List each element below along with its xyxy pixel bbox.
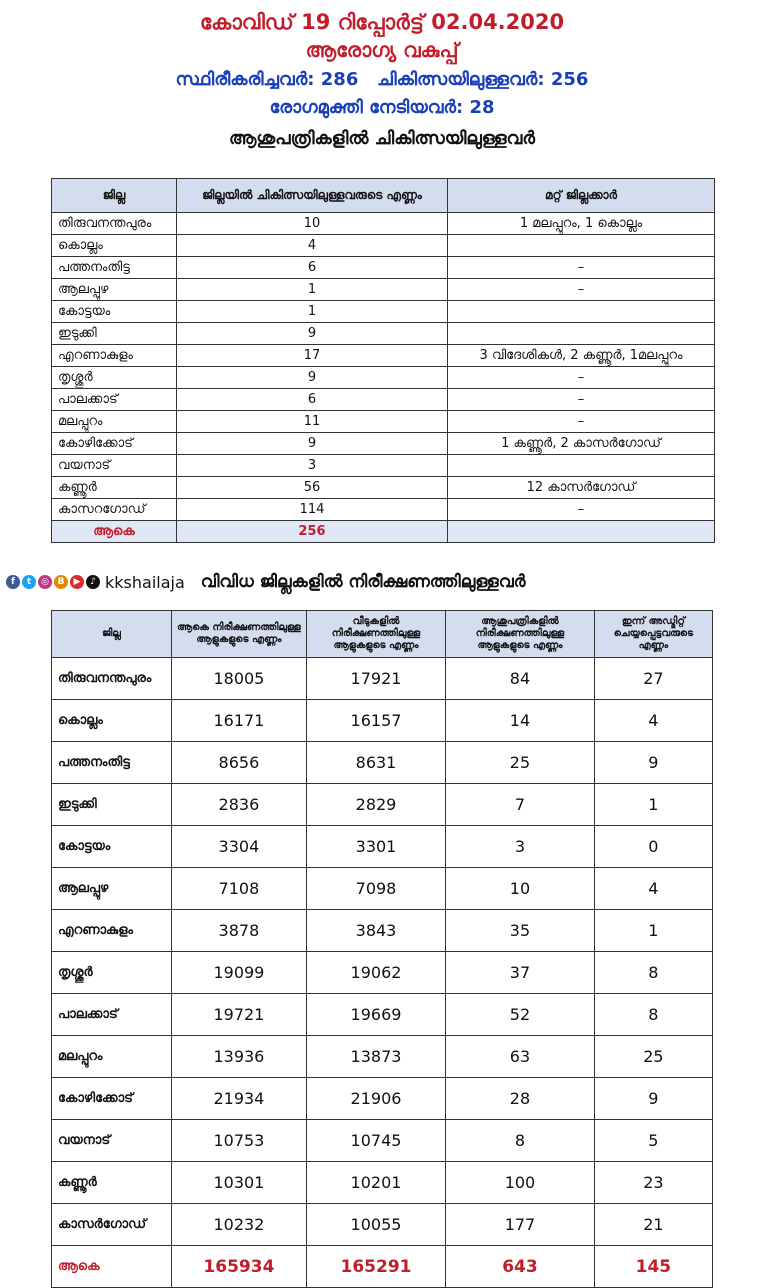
total-label: ആകെ [52, 1246, 172, 1288]
tiktok-icon: ♪ [86, 575, 100, 589]
value-cell: 10201 [306, 1162, 445, 1204]
value-cell: 4 [594, 868, 712, 910]
youtube-icon: ▶ [70, 575, 84, 589]
value-cell [448, 235, 715, 257]
value-cell: 11 [177, 411, 448, 433]
section2-title: വിവിധ ജില്ലകളിൽ നിരീക്ഷണത്തിലുള്ളവർ [200, 572, 526, 592]
value-cell: 17921 [306, 658, 445, 700]
value-cell: 56 [177, 477, 448, 499]
table-row [52, 1162, 713, 1204]
value-cell: 16157 [306, 700, 445, 742]
district-cell: മലപ്പുറം [52, 1036, 172, 1078]
value-cell: – [448, 411, 715, 433]
table-row [52, 658, 713, 700]
table-row [52, 279, 715, 301]
value-cell: 16171 [172, 700, 307, 742]
value-cell: 5 [594, 1120, 712, 1162]
recovered-count: രോഗമുക്തി നേടിയവർ: 28 [269, 97, 495, 118]
table-row [52, 1036, 713, 1078]
value-cell: 9 [177, 433, 448, 455]
value-cell: 1 മലപ്പുറം, 1 കൊല്ലം [448, 213, 715, 235]
value-cell [448, 301, 715, 323]
district-cell: തിരുവനന്തപുരം [52, 658, 172, 700]
district-cell: തൃശ്ശൂർ [52, 952, 172, 994]
table-header-row [52, 611, 713, 658]
value-cell: – [448, 389, 715, 411]
value-cell: 19669 [306, 994, 445, 1036]
table-row [52, 345, 715, 367]
value-cell: 177 [446, 1204, 595, 1246]
value-cell: 10055 [306, 1204, 445, 1246]
value-cell [448, 455, 715, 477]
value-cell: 2829 [306, 784, 445, 826]
value-cell: 19099 [172, 952, 307, 994]
district-cell: കണ്ണൂർ [52, 1162, 172, 1204]
value-cell: 19721 [172, 994, 307, 1036]
value-cell: 13936 [172, 1036, 307, 1078]
value-cell: 1 [177, 301, 448, 323]
total-value [448, 521, 715, 543]
department-name: ആരോഗ്യ വകുപ്പ് [305, 38, 459, 62]
district-cell: കോഴിക്കോട് [52, 1078, 172, 1120]
table-row [52, 910, 713, 952]
value-cell: 27 [594, 658, 712, 700]
table-row [52, 455, 715, 477]
column-header: മറ്റ് ജില്ലക്കാർ [448, 179, 715, 213]
value-cell: 37 [446, 952, 595, 994]
value-cell: 8 [446, 1120, 595, 1162]
table-row [52, 1204, 713, 1246]
value-cell: 10753 [172, 1120, 307, 1162]
value-cell: – [448, 367, 715, 389]
value-cell: 2836 [172, 784, 307, 826]
table-row [52, 1078, 713, 1120]
district-cell: ഇടുക്കി [52, 784, 172, 826]
column-header: ജില്ലയിൽ ചികിത്സയിലുള്ളവരുടെ എണ്ണം [177, 179, 448, 213]
value-cell: 7 [446, 784, 595, 826]
table-row [52, 213, 715, 235]
district-cell: എറണാകുളം [52, 910, 172, 952]
value-cell: 1 കണ്ണൂർ, 2 കാസർഗോഡ് [448, 433, 715, 455]
value-cell: 114 [177, 499, 448, 521]
instagram-icon: ◎ [38, 575, 52, 589]
value-cell: 9 [177, 323, 448, 345]
value-cell: 8 [594, 952, 712, 994]
table-row [52, 742, 713, 784]
value-cell: 3843 [306, 910, 445, 952]
total-value: 165291 [306, 1246, 445, 1288]
value-cell: – [448, 279, 715, 301]
district-cell: കോട്ടയം [52, 826, 172, 868]
value-cell: 7098 [306, 868, 445, 910]
value-cell [448, 323, 715, 345]
value-cell: 0 [594, 826, 712, 868]
value-cell: 6 [177, 389, 448, 411]
confirmed-count: സ്ഥിരീകരിച്ചവർ: 286 [175, 69, 359, 90]
value-cell: 3 വിദേശികൾ, 2 കണ്ണൂർ, 1മലപ്പുറം [448, 345, 715, 367]
report-header [0, 8, 764, 154]
district-cell: വയനാട് [52, 455, 177, 477]
column-header: ആശുപത്രികളിൽ നിരീക്ഷണത്തിലുള്ള ആളുകളുടെ എണ്ണം [446, 611, 595, 658]
value-cell: 21934 [172, 1078, 307, 1120]
district-cell: പത്തനംതിട്ട [52, 742, 172, 784]
social-bar [6, 570, 526, 594]
value-cell: 3878 [172, 910, 307, 952]
observation-table [51, 610, 713, 1288]
district-cell: തിരുവനന്തപുരം [52, 213, 177, 235]
value-cell: 17 [177, 345, 448, 367]
district-cell: കോഴിക്കോട് [52, 433, 177, 455]
total-value: 145 [594, 1246, 712, 1288]
facebook-icon: f [6, 575, 20, 589]
column-header: ജില്ല [52, 179, 177, 213]
district-cell: ആലപ്പുഴ [52, 868, 172, 910]
value-cell: 23 [594, 1162, 712, 1204]
value-cell: 9 [594, 1078, 712, 1120]
table-row [52, 1120, 713, 1162]
total-value: 643 [446, 1246, 595, 1288]
twitter-icon: t [22, 575, 36, 589]
column-header: ആകെ നിരീക്ഷണത്തിലുള്ള ആളുകളുടെ എണ്ണം [172, 611, 307, 658]
district-cell: വയനാട് [52, 1120, 172, 1162]
value-cell: 25 [446, 742, 595, 784]
table-header-row [52, 179, 715, 213]
value-cell: 10232 [172, 1204, 307, 1246]
value-cell: 3 [446, 826, 595, 868]
total-row [52, 521, 715, 543]
table-row [52, 411, 715, 433]
blogger-icon: B [54, 575, 68, 589]
table-row [52, 367, 715, 389]
value-cell: 21906 [306, 1078, 445, 1120]
value-cell: 3304 [172, 826, 307, 868]
value-cell: 4 [177, 235, 448, 257]
value-cell: 25 [594, 1036, 712, 1078]
table-row [52, 433, 715, 455]
table-row [52, 784, 713, 826]
table-row [52, 499, 715, 521]
social-handle: kkshailaja [105, 572, 185, 592]
district-cell: തൃശ്ശൂർ [52, 367, 177, 389]
value-cell: 14 [446, 700, 595, 742]
column-header: വീടുകളിൽ നിരീക്ഷണത്തിലുള്ള ആളുകളുടെ എണ്ണം [306, 611, 445, 658]
value-cell: 52 [446, 994, 595, 1036]
district-cell: കോട്ടയം [52, 301, 177, 323]
value-cell: 10745 [306, 1120, 445, 1162]
value-cell: 10301 [172, 1162, 307, 1204]
value-cell: 1 [594, 784, 712, 826]
district-cell: കാസറഗോഡ് [52, 499, 177, 521]
value-cell: 3301 [306, 826, 445, 868]
value-cell: 8631 [306, 742, 445, 784]
value-cell: 63 [446, 1036, 595, 1078]
total-label: ആകെ [52, 521, 177, 543]
table-row [52, 323, 715, 345]
table-row [52, 700, 713, 742]
value-cell: 8656 [172, 742, 307, 784]
summary-line [0, 66, 764, 94]
table-row [52, 235, 715, 257]
value-cell: 1 [594, 910, 712, 952]
district-cell: എറണാകുളം [52, 345, 177, 367]
value-cell: 6 [177, 257, 448, 279]
value-cell: – [448, 499, 715, 521]
table-row [52, 301, 715, 323]
column-header: ജില്ല [52, 611, 172, 658]
table-row [52, 952, 713, 994]
district-cell: പത്തനംതിട്ട [52, 257, 177, 279]
value-cell: – [448, 257, 715, 279]
total-row [52, 1246, 713, 1288]
table-row [52, 257, 715, 279]
value-cell: 28 [446, 1078, 595, 1120]
value-cell: 10 [446, 868, 595, 910]
value-cell: 4 [594, 700, 712, 742]
district-cell: കൊല്ലം [52, 235, 177, 257]
value-cell: 7108 [172, 868, 307, 910]
district-cell: ആലപ്പുഴ [52, 279, 177, 301]
value-cell: 21 [594, 1204, 712, 1246]
value-cell: 9 [177, 367, 448, 389]
treatment-count: ചികിത്സയിലുള്ളവർ: 256 [377, 69, 589, 90]
total-value: 165934 [172, 1246, 307, 1288]
district-cell: പാലക്കാട് [52, 389, 177, 411]
section1-title: ആശുപത്രികളിൽ ചികിത്സയിലുള്ളവർ [229, 128, 535, 149]
value-cell: 1 [177, 279, 448, 301]
value-cell: 8 [594, 994, 712, 1036]
total-value: 256 [177, 521, 448, 543]
district-cell: കാസർഗോഡ് [52, 1204, 172, 1246]
report-title: കോവിഡ് 19 റിപ്പോർട്ട് 02.04.2020 [199, 10, 565, 34]
district-cell: കണ്ണൂർ [52, 477, 177, 499]
value-cell: 3 [177, 455, 448, 477]
table-row [52, 826, 713, 868]
value-cell: 10 [177, 213, 448, 235]
district-cell: മലപ്പുറം [52, 411, 177, 433]
value-cell: 9 [594, 742, 712, 784]
value-cell: 13873 [306, 1036, 445, 1078]
district-cell: പാലക്കാട് [52, 994, 172, 1036]
table-row [52, 477, 715, 499]
value-cell: 19062 [306, 952, 445, 994]
value-cell: 12 കാസർഗോഡ് [448, 477, 715, 499]
column-header: ഇന്ന് അഡ്മിറ്റ് ചെയ്യപ്പെട്ടവരുടെ എണ്ണം [594, 611, 712, 658]
hospital-treatment-table [51, 178, 715, 543]
district-cell: കൊല്ലം [52, 700, 172, 742]
value-cell: 100 [446, 1162, 595, 1204]
table-row [52, 868, 713, 910]
district-cell: ഇടുക്കി [52, 323, 177, 345]
table-row [52, 389, 715, 411]
value-cell: 84 [446, 658, 595, 700]
value-cell: 35 [446, 910, 595, 952]
table-row [52, 994, 713, 1036]
value-cell: 18005 [172, 658, 307, 700]
